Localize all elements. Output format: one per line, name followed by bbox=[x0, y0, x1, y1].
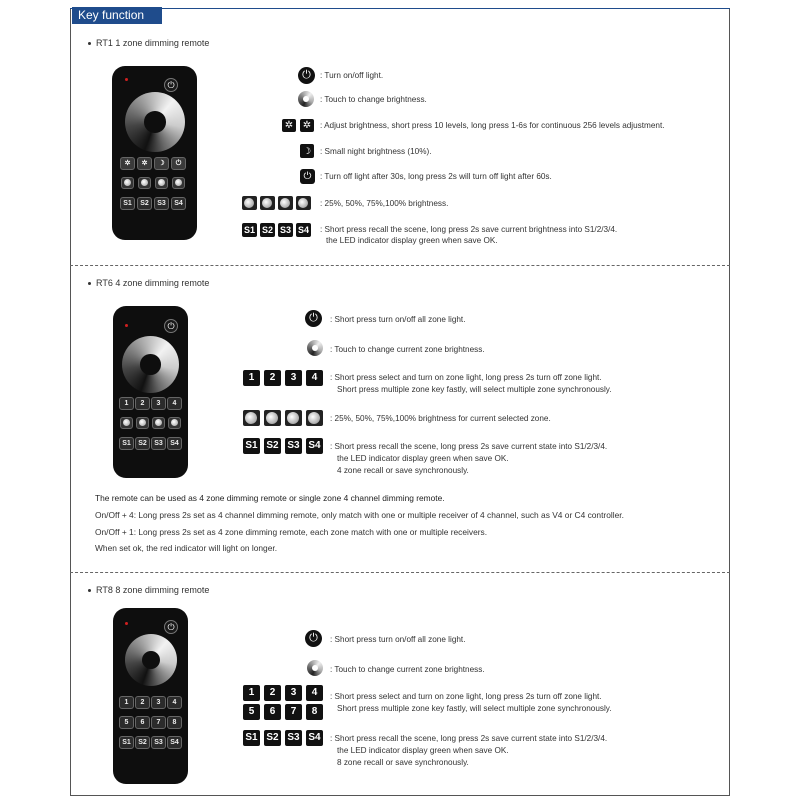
zone-7-button[interactable]: 7 bbox=[151, 716, 166, 729]
level-25-icon bbox=[243, 410, 260, 426]
rt1-desc-scene-1: : Short press recall the scene, long press 2s save current brightness into S1/2/3/4. bbox=[320, 225, 618, 234]
level-100-icon bbox=[306, 410, 323, 426]
rt1-desc-power: : Turn on/off light. bbox=[320, 71, 384, 80]
brightness-up-icon[interactable]: ✲ bbox=[137, 157, 152, 170]
level-75-icon[interactable] bbox=[152, 417, 165, 429]
power-icon[interactable]: ⏻ bbox=[164, 319, 178, 333]
section-divider bbox=[70, 265, 730, 266]
rt6-desc-scene-1: : Short press recall the scene, long press 2s save current state into S1/2/3/4. bbox=[330, 442, 608, 451]
level-50-icon[interactable] bbox=[138, 177, 151, 189]
moon-icon[interactable]: ☽ bbox=[154, 157, 169, 170]
scene-s4-key: S4 bbox=[306, 438, 323, 454]
scene-s3-button[interactable]: S3 bbox=[151, 437, 166, 450]
zone-4-button[interactable]: 4 bbox=[167, 696, 182, 709]
rt6-desc-zone-2: Short press multiple zone key fastly, will select multiple zone synchronously. bbox=[337, 385, 612, 394]
rt8-desc-scene-1: : Short press recall the scene, long press 2s save current state into S1/2/3/4. bbox=[330, 734, 608, 743]
scene-s2-button[interactable]: S2 bbox=[135, 736, 150, 749]
level-75-icon[interactable] bbox=[155, 177, 168, 189]
rt6-desc-level: : 25%, 50%, 75%,100% brightness for current selected zone. bbox=[330, 414, 551, 423]
rt1-section-title: RT1 1 zone dimming remote bbox=[88, 38, 209, 48]
zone-8-key: 8 bbox=[306, 704, 323, 720]
rt6-desc-zone-1: : Short press select and turn on zone light, long press 2s turn off zone light. bbox=[330, 373, 602, 382]
scene-s3-button[interactable]: S3 bbox=[151, 736, 166, 749]
level-75-icon bbox=[285, 410, 302, 426]
indicator-led-icon bbox=[125, 78, 128, 81]
touch-wheel-icon[interactable] bbox=[122, 336, 179, 393]
rt1-desc-touch: : Touch to change brightness. bbox=[320, 95, 427, 104]
zone-1-key: 1 bbox=[243, 370, 260, 386]
scene-s1-key: S1 bbox=[243, 730, 260, 746]
rt1-desc-level: : 25%, 50%, 75%,100% brightness. bbox=[320, 199, 449, 208]
touch-wheel-icon[interactable] bbox=[125, 92, 185, 152]
rt6-desc-scene-2: the LED indicator display green when save OK. bbox=[337, 454, 509, 463]
rt8-remote bbox=[113, 608, 188, 784]
scene-s1-button[interactable]: S1 bbox=[120, 197, 135, 210]
power-icon: ⏻ bbox=[298, 67, 315, 84]
bullet-icon bbox=[88, 42, 91, 45]
touch-wheel-icon bbox=[298, 91, 314, 107]
scene-s1-button[interactable]: S1 bbox=[119, 437, 134, 450]
rt8-section-title: RT8 8 zone dimming remote bbox=[88, 585, 209, 595]
moon-icon: ☽ bbox=[300, 144, 314, 158]
indicator-led-icon bbox=[125, 622, 128, 625]
level-100-icon[interactable] bbox=[172, 177, 185, 189]
touch-wheel-icon[interactable] bbox=[125, 634, 177, 686]
touch-wheel-icon bbox=[307, 660, 323, 676]
touch-wheel-icon bbox=[307, 340, 323, 356]
scene-s3-key: S3 bbox=[285, 438, 302, 454]
zone-6-key: 6 bbox=[264, 704, 281, 720]
level-25-icon bbox=[242, 196, 257, 210]
zone-7-key: 7 bbox=[285, 704, 302, 720]
zone-5-key: 5 bbox=[243, 704, 260, 720]
section-divider bbox=[70, 572, 730, 573]
level-25-icon[interactable] bbox=[120, 417, 133, 429]
level-50-icon bbox=[264, 410, 281, 426]
zone-1-key: 1 bbox=[243, 685, 260, 701]
rt1-desc-brightness: : Adjust brightness, short press 10 levels, long press 1-6s for continuous 256 levels adjustment. bbox=[320, 121, 665, 130]
zone-1-button[interactable]: 1 bbox=[119, 696, 134, 709]
level-50-icon[interactable] bbox=[136, 417, 149, 429]
scene-s1-button[interactable]: S1 bbox=[119, 736, 134, 749]
level-100-icon[interactable] bbox=[168, 417, 181, 429]
header-line bbox=[70, 8, 730, 9]
brightness-down-icon[interactable]: ✲ bbox=[120, 157, 135, 170]
scene-s4-button[interactable]: S4 bbox=[167, 736, 182, 749]
zone-2-key: 2 bbox=[264, 685, 281, 701]
rt8-desc-scene-2: the LED indicator display green when save OK. bbox=[337, 746, 509, 755]
brightness-down-icon: ✲ bbox=[282, 119, 296, 132]
scene-s3-key: S3 bbox=[279, 225, 291, 235]
rt8-desc-zone-1: : Short press select and turn on zone light, long press 2s turn off zone light. bbox=[330, 692, 602, 701]
bullet-icon bbox=[88, 282, 91, 285]
rt6-desc-power: : Short press turn on/off all zone light. bbox=[330, 315, 466, 324]
rt8-desc-touch: : Touch to change current zone brightness. bbox=[330, 665, 485, 674]
zone-1-button[interactable]: 1 bbox=[119, 397, 134, 410]
rt1-desc-night: : Small night brightness (10%). bbox=[320, 147, 432, 156]
scene-s4-key: S4 bbox=[297, 225, 309, 235]
zone-6-button[interactable]: 6 bbox=[135, 716, 150, 729]
zone-3-key: 3 bbox=[285, 370, 302, 386]
scene-s3-button[interactable]: S3 bbox=[154, 197, 169, 210]
scene-s2-key: S2 bbox=[261, 225, 273, 235]
zone-2-button[interactable]: 2 bbox=[135, 397, 150, 410]
rt1-desc-scene-2: the LED indicator display green when save OK. bbox=[326, 236, 498, 245]
rt1-desc-timer: : Turn off light after 30s, long press 2s will turn off light after 60s. bbox=[320, 172, 552, 181]
zone-4-button[interactable]: 4 bbox=[167, 397, 182, 410]
zone-4-key: 4 bbox=[306, 370, 323, 386]
rt6-remote bbox=[113, 306, 188, 478]
power-icon[interactable]: ⏻ bbox=[164, 78, 178, 92]
zone-4-key: 4 bbox=[306, 685, 323, 701]
rt6-note-1: The remote can be used as 4 zone dimming remote or single zone 4 channel dimming remote. bbox=[95, 493, 445, 503]
header-title: Key function bbox=[72, 7, 162, 24]
rt6-desc-touch: : Touch to change current zone brightness. bbox=[330, 345, 485, 354]
rt6-note-4: When set ok, the red indicator will light on longer. bbox=[95, 543, 278, 553]
rt6-note-2: On/Off + 4: Long press 2s set as 4 channel dimming remote, only match with one or multiple receiver of 4 channel, such as V4 or C4 controller. bbox=[95, 510, 624, 520]
timer-icon: ⏻ bbox=[300, 169, 315, 184]
scene-s4-key: S4 bbox=[306, 730, 323, 746]
scene-s2-key: S2 bbox=[264, 730, 281, 746]
zone-3-button[interactable]: 3 bbox=[151, 696, 166, 709]
scene-s4-button[interactable]: S4 bbox=[167, 437, 182, 450]
scene-s1-key: S1 bbox=[243, 225, 255, 235]
zone-5-button[interactable]: 5 bbox=[119, 716, 134, 729]
rt6-desc-scene-3: 4 zone recall or save synchronously. bbox=[337, 466, 469, 475]
level-75-icon bbox=[278, 196, 293, 210]
rt8-desc-zone-2: Short press multiple zone key fastly, will select multiple zone synchronously. bbox=[337, 704, 612, 713]
level-25-icon[interactable] bbox=[121, 177, 134, 189]
scene-s2-button[interactable]: S2 bbox=[135, 437, 150, 450]
zone-3-key: 3 bbox=[285, 685, 302, 701]
rt6-section-title: RT6 4 zone dimming remote bbox=[88, 278, 209, 288]
rt8-desc-scene-3: 8 zone recall or save synchronously. bbox=[337, 758, 469, 767]
brightness-up-icon: ✲ bbox=[300, 119, 314, 132]
indicator-led-icon bbox=[125, 324, 128, 327]
power-icon: ⏻ bbox=[305, 630, 322, 647]
bullet-icon bbox=[88, 589, 91, 592]
zone-8-button[interactable]: 8 bbox=[167, 716, 182, 729]
zone-2-button[interactable]: 2 bbox=[135, 696, 150, 709]
scene-s3-key: S3 bbox=[285, 730, 302, 746]
scene-s1-key: S1 bbox=[243, 438, 260, 454]
scene-s2-key: S2 bbox=[264, 438, 281, 454]
scene-s2-button[interactable]: S2 bbox=[137, 197, 152, 210]
power-icon[interactable]: ⏻ bbox=[164, 620, 178, 634]
timer-icon[interactable]: ⏻ bbox=[171, 157, 186, 170]
rt8-desc-power: : Short press turn on/off all zone light. bbox=[330, 635, 466, 644]
scene-s4-button[interactable]: S4 bbox=[171, 197, 186, 210]
zone-3-button[interactable]: 3 bbox=[151, 397, 166, 410]
rt1-remote bbox=[112, 66, 197, 240]
zone-2-key: 2 bbox=[264, 370, 281, 386]
rt6-note-3: On/Off + 1: Long press 2s set as 4 zone dimming remote, each zone match with one or multiple receivers. bbox=[95, 527, 488, 537]
power-icon: ⏻ bbox=[305, 310, 322, 327]
level-50-icon bbox=[260, 196, 275, 210]
level-100-icon bbox=[296, 196, 311, 210]
